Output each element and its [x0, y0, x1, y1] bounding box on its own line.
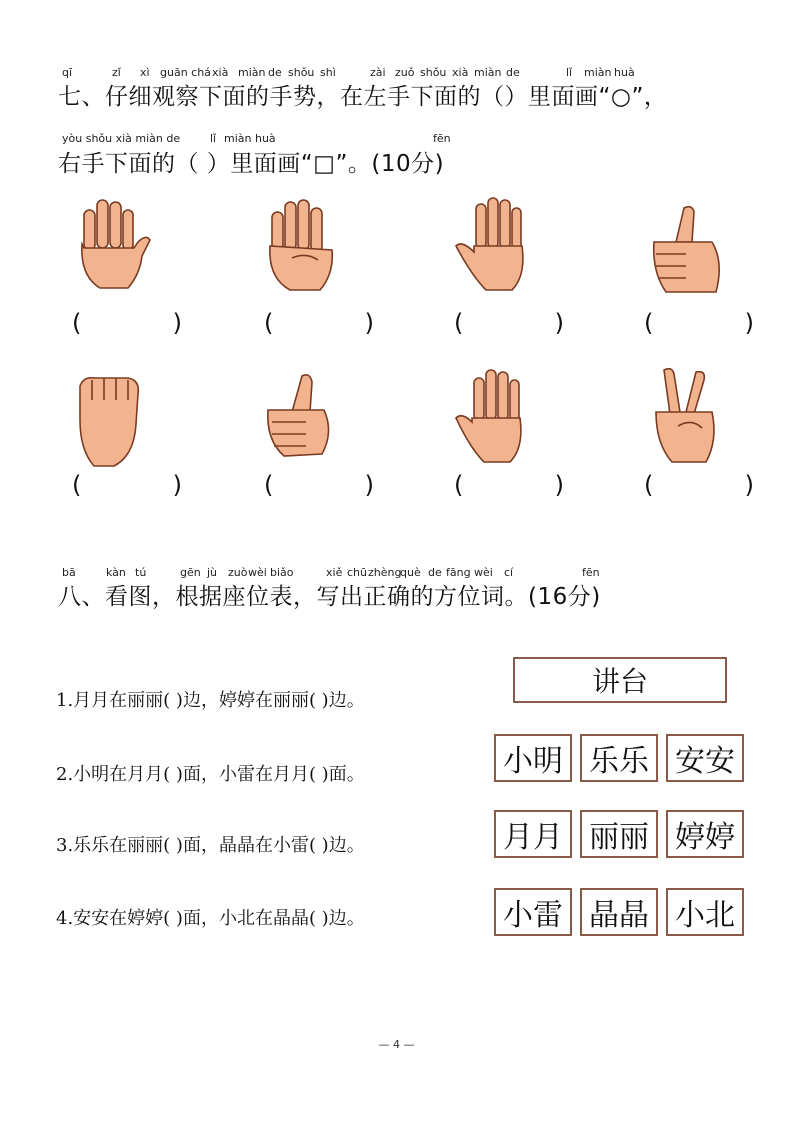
pinyin-syllable: lǐ	[210, 132, 217, 145]
pinyin-syllable: miàn huà	[224, 132, 276, 145]
section7-heading-line2: 右手下面的（ ）里面画“□”。(10分)	[58, 151, 445, 177]
seat-cell: 晶晶	[580, 888, 658, 936]
pinyin-syllable: miàn	[474, 66, 502, 79]
pinyin-syllable: bā	[62, 566, 76, 579]
answer-blank[interactable]: ( )	[644, 471, 754, 499]
seat-cell: 婷婷	[666, 810, 744, 858]
seat-cell: 丽丽	[580, 810, 658, 858]
page-number: — 4 —	[378, 1038, 415, 1051]
seat-cell: 小明	[494, 734, 572, 782]
answer-blank[interactable]: ( )	[644, 309, 754, 337]
answer-blank[interactable]: ( )	[454, 309, 564, 337]
answer-blank[interactable]: ( )	[264, 471, 374, 499]
answer-blank[interactable]: ( )	[454, 471, 564, 499]
pinyin-syllable: de	[268, 66, 282, 79]
answer-blank[interactable]: ( )	[72, 471, 182, 499]
pinyin-syllable: chū	[347, 566, 367, 579]
pinyin-syllable: shì	[320, 66, 336, 79]
victory-hand-icon	[646, 366, 732, 464]
pinyin-syllable: biǎo	[270, 566, 294, 579]
pinyin-syllable: zài	[370, 66, 386, 79]
pinyin-syllable: tú	[135, 566, 147, 579]
four-fingers-hand-icon	[262, 196, 348, 294]
pinyin-syllable: gēn	[180, 566, 201, 579]
pinyin-syllable: kàn	[106, 566, 126, 579]
question-3: 3.乐乐在丽丽( )面，晶晶在小雷( )边。	[56, 835, 365, 856]
open-hand-palm-icon	[70, 196, 156, 294]
pinyin-syllable: jù	[207, 566, 218, 579]
pinyin-syllable: qī	[62, 66, 73, 79]
seat-cell: 乐乐	[580, 734, 658, 782]
section8-heading: 八、看图，根据座位表，写出正确的方位词。(16分)	[58, 584, 601, 610]
seat-cell: 小雷	[494, 888, 572, 936]
pinyin-syllable: xià	[212, 66, 229, 79]
seat-cell: 小北	[666, 888, 744, 936]
question-1: 1.月月在丽丽( )边，婷婷在丽丽( )边。	[56, 690, 365, 711]
pinyin-syllable: zǐ	[112, 66, 121, 79]
question-4: 4.安安在婷婷( )面，小北在晶晶( )边。	[56, 908, 365, 929]
fist-hand-icon	[70, 370, 156, 468]
answer-blank[interactable]: ( )	[72, 309, 182, 337]
pinyin-syllable: wèi	[474, 566, 493, 579]
pinyin-syllable: miàn	[584, 66, 612, 79]
thumbs-up-hand-icon	[646, 202, 732, 300]
pinyin-syllable: zhèng	[368, 566, 402, 579]
pinyin-syllable: cí	[504, 566, 514, 579]
answer-blank[interactable]: ( )	[264, 309, 374, 337]
pinyin-syllable: zuǒ	[395, 66, 415, 79]
pinyin-syllable: fēn	[582, 566, 600, 579]
pinyin-syllable: lǐ	[566, 66, 573, 79]
section7-heading-line1: 七、仔细观察下面的手势，在左手下面的（）里面画“○”，	[58, 84, 668, 110]
thumbs-up-side-hand-icon	[262, 370, 348, 468]
question-2: 2.小明在月月( )面，小雷在月月( )面。	[56, 764, 365, 785]
open-hand-back-icon	[452, 196, 538, 294]
pinyin-syllable: fēn	[433, 132, 451, 145]
open-hand-raised-icon	[452, 368, 538, 466]
pinyin-syllable: guān chá	[160, 66, 211, 79]
pinyin-syllable: shǒu	[288, 66, 315, 79]
pinyin-syllable: shǒu	[420, 66, 447, 79]
pinyin-syllable: zuò	[228, 566, 248, 579]
pinyin-syllable: què	[400, 566, 421, 579]
seat-cell: 月月	[494, 810, 572, 858]
pinyin-syllable: miàn	[238, 66, 266, 79]
pinyin-syllable: de	[506, 66, 520, 79]
pinyin-syllable: yòu shǒu xià miàn de	[62, 132, 181, 145]
pinyin-syllable: wèi	[248, 566, 267, 579]
podium-box: 讲台	[513, 657, 727, 703]
pinyin-syllable: xià	[452, 66, 469, 79]
pinyin-syllable: fāng	[446, 566, 471, 579]
pinyin-syllable: de	[428, 566, 442, 579]
pinyin-syllable: xiě	[326, 566, 343, 579]
pinyin-syllable: xì	[140, 66, 150, 79]
pinyin-syllable: huà	[614, 66, 635, 79]
seat-cell: 安安	[666, 734, 744, 782]
